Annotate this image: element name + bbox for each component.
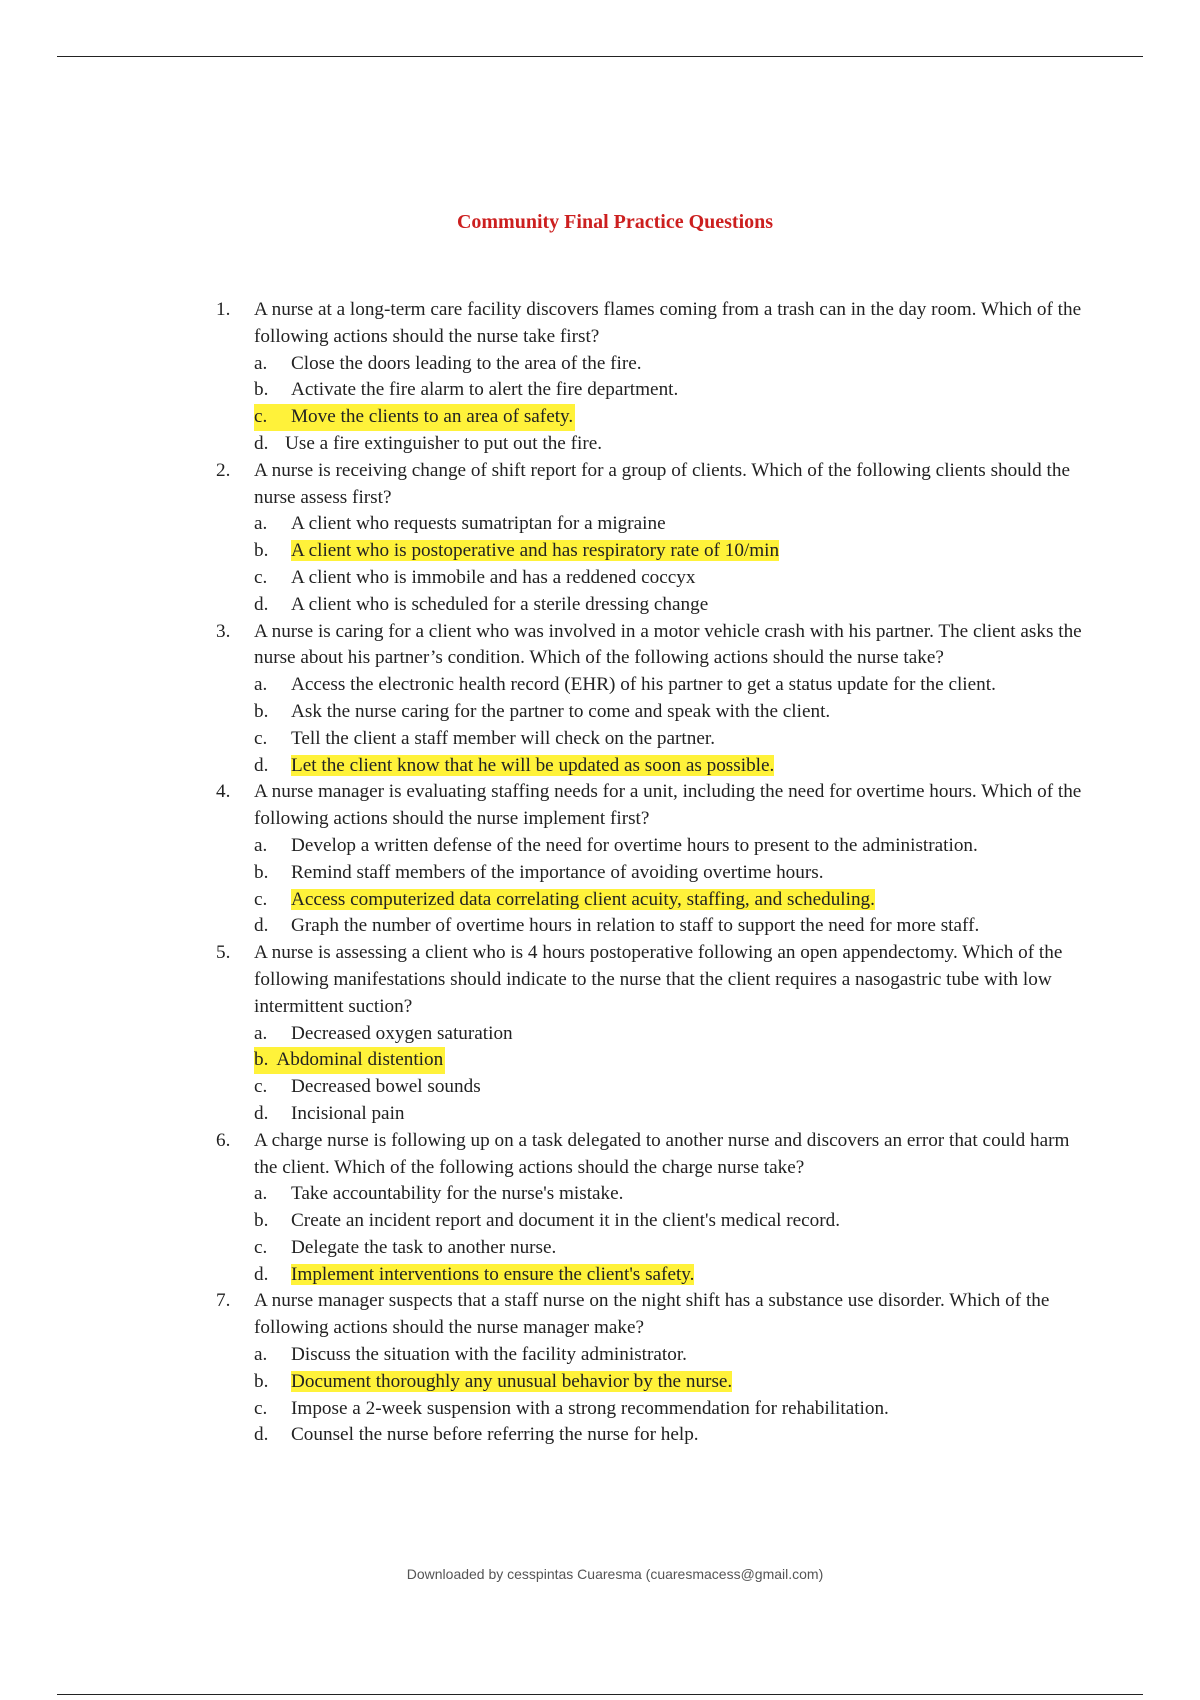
option-letter: b. <box>254 1210 269 1232</box>
option-letter: a. <box>254 674 268 696</box>
question-2 <box>210 458 1090 619</box>
option-letter: a. <box>254 1183 268 1205</box>
option-letter: d. <box>254 1424 269 1446</box>
option-text: Access the electronic health record (EHR) of his partner to get a status update for the client. <box>291 674 996 696</box>
question-text: A nurse at a long-term care facility discovers flames coming from a trash can in the day room. Which of the following actions should the nurse take first? <box>254 299 1082 347</box>
option-letter: c. <box>254 566 268 588</box>
question-number: 4. <box>216 781 231 803</box>
option-text: A client who is postoperative and has respiratory rate of 10/min <box>291 540 780 562</box>
question-3 <box>210 619 1090 780</box>
option-text: Remind staff members of the importance of avoiding overtime hours. <box>291 861 824 883</box>
option-text: Ask the nurse caring for the partner to come and speak with the client. <box>291 700 831 722</box>
option-a <box>254 672 1090 699</box>
question-5 <box>210 940 1090 1128</box>
option-letter: b. <box>254 700 269 722</box>
option-text: Activate the fire alarm to alert the fire department. <box>291 379 679 401</box>
option-text: Move the clients to an area of safety. <box>291 406 574 428</box>
option-list <box>254 1342 1090 1449</box>
question-text: A nurse is assessing a client who is 4 hours postoperative following an open appendectomy. Which of the following manifestations should indicate to the nurse that the client requires a nasogastric tube with low intermittent suction? <box>254 942 1063 1017</box>
option-text: Develop a written defense of the need for overtime hours to present to the administration. <box>291 834 978 856</box>
option-letter: c. <box>254 1397 268 1419</box>
option-a <box>254 351 1090 378</box>
option-b-highlighted-answer <box>254 1047 445 1074</box>
question-text: A nurse manager suspects that a staff nurse on the night shift has a substance use disorder. Which of the following actions should the nurse manager make? <box>254 1290 1050 1339</box>
option-b <box>254 699 1090 726</box>
option-letter: d. <box>254 1263 269 1285</box>
option-d <box>254 913 1090 940</box>
option-letter: a. <box>254 834 268 856</box>
question-number: 5. <box>216 942 231 964</box>
option-c <box>254 1235 1090 1262</box>
option-a <box>254 1342 1090 1369</box>
option-letter: c. <box>254 888 268 910</box>
option-c-highlighted-answer <box>254 887 1090 914</box>
option-d-highlighted-answer <box>254 1262 1090 1289</box>
question-7 <box>210 1288 1090 1449</box>
option-letter: d. <box>254 432 269 454</box>
option-c <box>254 726 1090 753</box>
question-text: A charge nurse is following up on a task delegated to another nurse and discovers an error that could harm the client. Which of the following actions should the charge nurse take? <box>254 1129 1070 1178</box>
option-c <box>254 1396 1090 1423</box>
option-letter: a. <box>254 1344 268 1366</box>
option-text: Create an incident report and document it in the client's medical record. <box>291 1210 841 1232</box>
option-text: A client who requests sumatriptan for a migraine <box>291 513 666 535</box>
option-letter: b. <box>254 1049 269 1071</box>
question-number: 7. <box>216 1290 231 1312</box>
option-list <box>254 351 1090 458</box>
page-title: Community Final Practice Questions <box>456 211 774 233</box>
option-text: Access computerized data correlating client acuity, staffing, and scheduling. <box>291 888 875 910</box>
question-text: A nurse is caring for a client who was involved in a motor vehicle crash with his partner. The client asks the nurse about his partner’s condition. Which of the following actions should the nurse take? <box>254 620 1082 669</box>
option-b-highlighted-answer <box>254 1369 1090 1396</box>
option-text: Discuss the situation with the facility administrator. <box>291 1344 687 1366</box>
option-list <box>254 511 1090 618</box>
question-text: A nurse manager is evaluating staffing needs for a unit, including the need for overtime hours. Which of the following actions should the nurse implement first? <box>254 781 1082 830</box>
option-letter: c. <box>254 406 268 428</box>
option-letter: d. <box>254 915 269 937</box>
option-letter: b. <box>254 861 269 883</box>
option-b <box>254 377 1090 404</box>
option-a <box>254 1021 1090 1048</box>
option-b <box>254 1208 1090 1235</box>
option-text: A client who is scheduled for a sterile dressing change <box>291 593 709 615</box>
option-a <box>254 1181 1090 1208</box>
option-list <box>254 1021 1090 1128</box>
option-text: Tell the client a staff member will check on the partner. <box>291 727 715 749</box>
option-letter: d. <box>254 754 269 776</box>
option-text: Counsel the nurse before referring the nurse for help. <box>291 1424 699 1446</box>
option-a <box>254 833 1090 860</box>
option-c <box>254 1074 1090 1101</box>
question-4 <box>210 779 1090 940</box>
question-number: 6. <box>216 1129 231 1151</box>
option-c <box>254 565 1090 592</box>
option-text: Incisional pain <box>291 1102 405 1124</box>
option-letter: c. <box>254 1236 268 1258</box>
download-footer: Downloaded by cesspintas Cuaresma (cuaresmacess@gmail.com) <box>406 1566 824 1582</box>
option-letter: b. <box>254 540 269 562</box>
option-a <box>254 511 1090 538</box>
option-text: Decreased oxygen saturation <box>291 1022 513 1044</box>
option-list <box>254 1181 1090 1288</box>
option-text: Close the doors leading to the area of the fire. <box>291 352 642 374</box>
option-letter: b. <box>254 1370 269 1392</box>
option-text: Let the client know that he will be updated as soon as possible. <box>291 754 775 776</box>
option-letter: c. <box>254 727 268 749</box>
option-c-highlighted-answer <box>254 404 575 431</box>
option-list <box>254 672 1090 779</box>
option-d <box>254 1101 1090 1128</box>
option-letter: d. <box>254 593 269 615</box>
question-6 <box>210 1128 1090 1289</box>
option-d <box>254 1422 1090 1449</box>
top-rule <box>57 56 1143 57</box>
option-letter: b. <box>254 379 269 401</box>
question-text: A nurse is receiving change of shift report for a group of clients. Which of the following clients should the nurse assess first? <box>254 459 1070 508</box>
option-b <box>254 860 1090 887</box>
option-text: Document thoroughly any unusual behavior by the nurse. <box>291 1370 733 1392</box>
option-text: Abdominal distention <box>276 1049 444 1071</box>
question-number: 2. <box>216 459 231 481</box>
question-number: 3. <box>216 620 231 642</box>
option-text: Delegate the task to another nurse. <box>291 1236 557 1258</box>
option-letter: a. <box>254 1022 268 1044</box>
bottom-rule <box>57 1694 1143 1695</box>
question-1 <box>210 297 1090 458</box>
option-d <box>254 592 1090 619</box>
option-letter: a. <box>254 352 268 374</box>
option-letter: a. <box>254 513 268 535</box>
option-text: A client who is immobile and has a reddened coccyx <box>291 566 696 588</box>
option-letter: c. <box>254 1076 268 1098</box>
option-text: Use a fire extinguisher to put out the fire. <box>285 432 603 454</box>
option-b-highlighted-answer <box>254 538 1090 565</box>
option-d-highlighted-answer <box>254 753 1090 780</box>
option-letter: d. <box>254 1102 269 1124</box>
option-d <box>254 431 1090 458</box>
option-text: Take accountability for the nurse's mistake. <box>291 1183 624 1205</box>
option-text: Graph the number of overtime hours in relation to staff to support the need for more staff. <box>291 915 980 937</box>
question-list <box>210 297 1090 1449</box>
option-list <box>254 833 1090 940</box>
option-text: Impose a 2-week suspension with a strong recommendation for rehabilitation. <box>291 1397 889 1419</box>
option-text: Decreased bowel sounds <box>291 1076 481 1098</box>
question-number: 1. <box>216 299 231 320</box>
option-text: Implement interventions to ensure the client's safety. <box>291 1263 695 1285</box>
